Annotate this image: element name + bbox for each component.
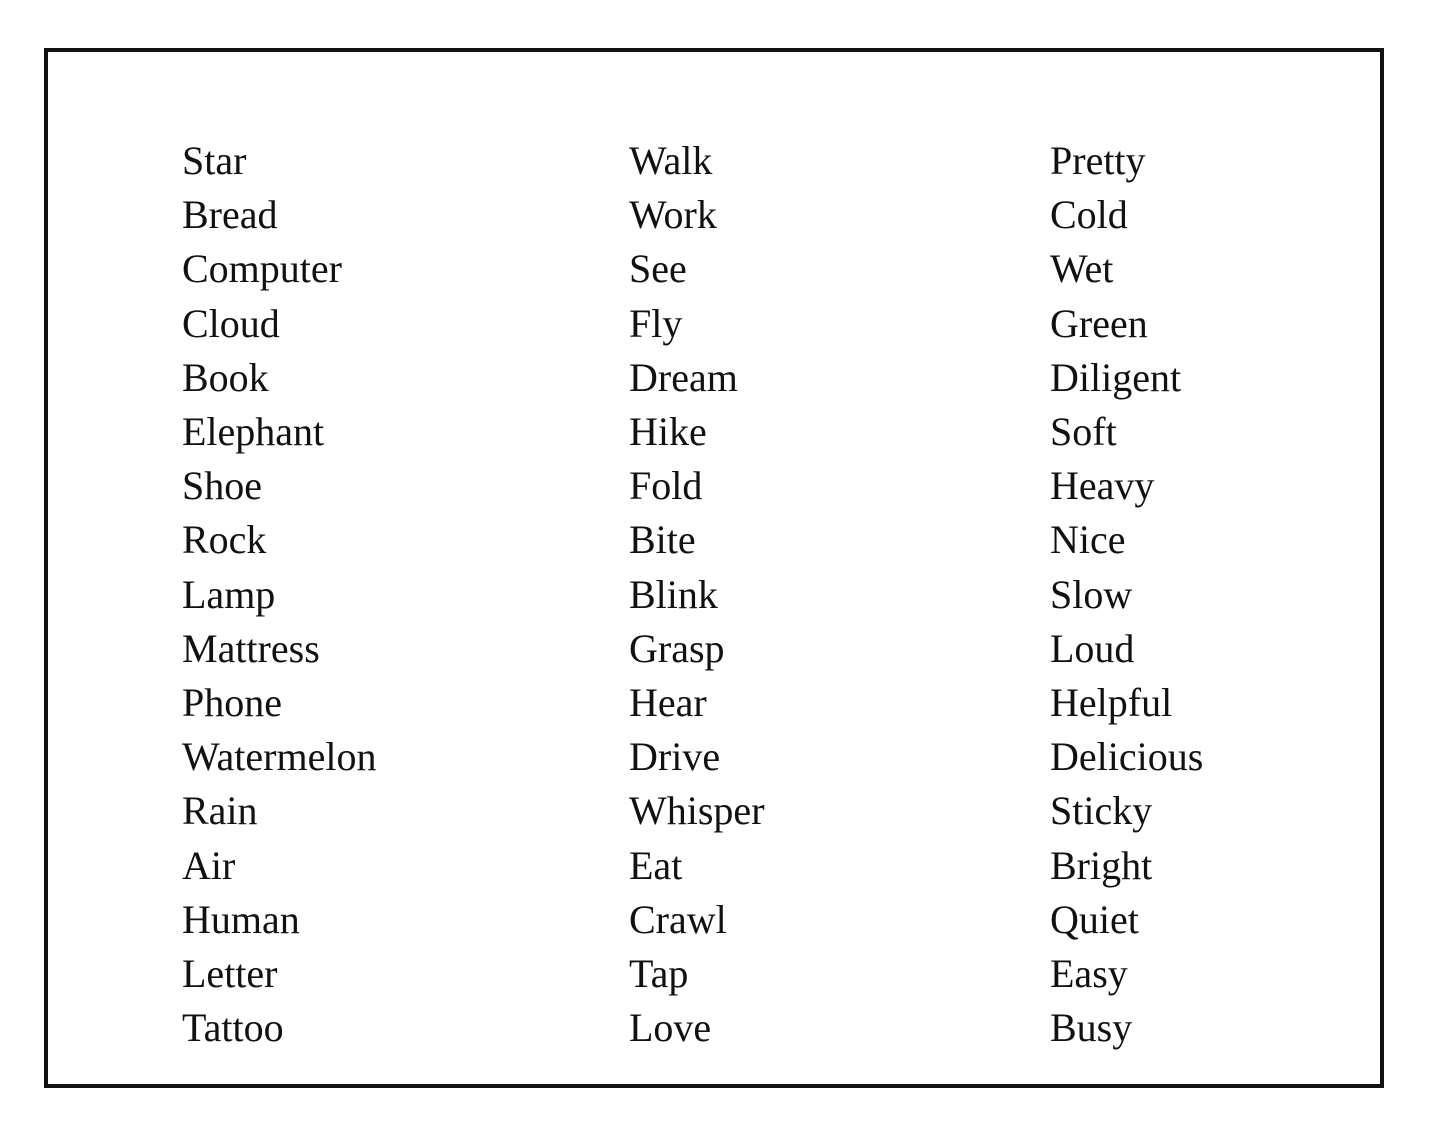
word-item: See (629, 246, 687, 292)
word-item: Nice (1050, 517, 1126, 563)
word-item: Tap (629, 951, 689, 997)
word-item: Tattoo (182, 1005, 284, 1051)
word-item: Blink (629, 571, 718, 617)
word-item: Wet (1050, 246, 1114, 292)
word-item: Computer (182, 246, 342, 292)
word-item: Whisper (629, 788, 765, 834)
word-item: Hike (629, 409, 707, 455)
word-item: Letter (182, 951, 278, 997)
word-item: Green (1050, 300, 1148, 346)
word-column-3 (1050, 134, 1203, 1055)
word-item: Helpful (1050, 680, 1173, 726)
word-item: Easy (1050, 951, 1128, 997)
word-item: Rain (182, 788, 258, 834)
word-item: Heavy (1050, 463, 1155, 509)
word-item: Lamp (182, 571, 276, 617)
word-item: Phone (182, 680, 282, 726)
word-item: Loud (1050, 625, 1135, 671)
word-item: Shoe (182, 463, 262, 509)
word-item: Cloud (182, 300, 280, 346)
word-column-1 (182, 134, 376, 1055)
word-item: Busy (1050, 1005, 1133, 1051)
word-item: Drive (629, 734, 721, 780)
word-item: Soft (1050, 409, 1117, 455)
word-item: Mattress (182, 625, 320, 671)
word-item: Human (182, 896, 300, 942)
word-item: Hear (629, 680, 707, 726)
word-item: Bright (1050, 842, 1153, 888)
word-item: Delicious (1050, 734, 1204, 780)
word-item: Slow (1050, 571, 1133, 617)
word-item: Fold (629, 463, 703, 509)
word-item: Quiet (1050, 896, 1139, 942)
word-item: Bread (182, 192, 278, 238)
word-item: Diligent (1050, 354, 1182, 400)
word-item: Rock (182, 517, 267, 563)
word-item: Love (629, 1005, 712, 1051)
word-column-2 (629, 134, 765, 1055)
word-item: Work (629, 192, 717, 238)
word-item: Sticky (1050, 788, 1153, 834)
word-item: Book (182, 354, 269, 400)
word-item: Watermelon (182, 734, 377, 780)
word-item: Air (182, 842, 236, 888)
word-item: Walk (629, 138, 713, 183)
word-item: Cold (1050, 192, 1128, 238)
word-item: Star (182, 138, 247, 183)
word-item: Crawl (629, 896, 727, 942)
word-item: Grasp (629, 625, 725, 671)
word-item: Pretty (1050, 138, 1146, 183)
word-item: Dream (629, 354, 738, 400)
word-item: Bite (629, 517, 696, 563)
word-item: Eat (629, 842, 683, 888)
word-item: Fly (629, 300, 683, 346)
word-item: Elephant (182, 409, 325, 455)
